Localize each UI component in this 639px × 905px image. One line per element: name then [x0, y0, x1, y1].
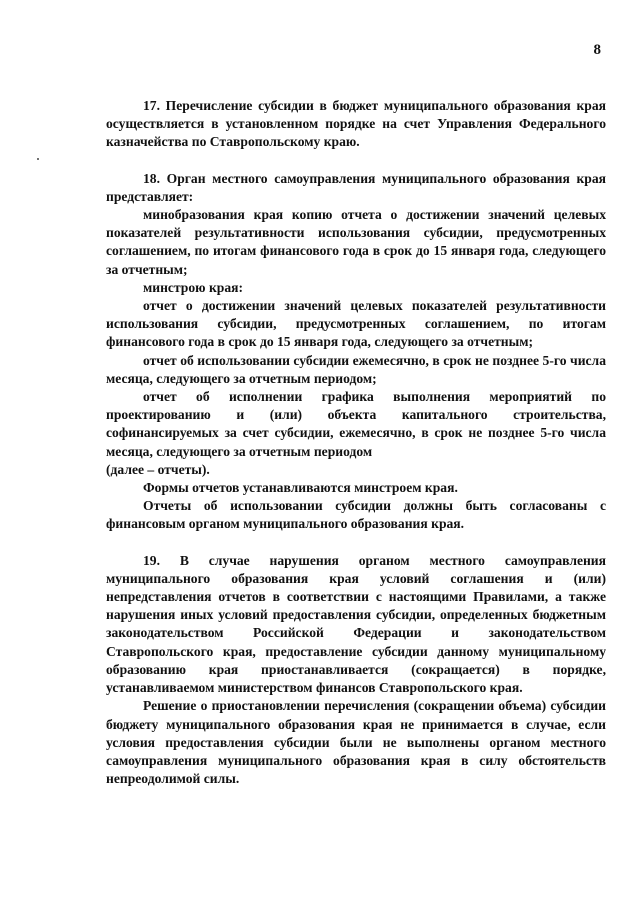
- paragraph-18-minstroy: минстрою края:: [143, 279, 244, 295]
- paragraph-18-report-usage: отчет об использовании субсидии ежемесячно, в срок не позднее 5-го числа месяца, следующего за отчетным периодом;: [106, 352, 606, 386]
- paragraph-18-report-targets: отчет о достижении значений целевых показателей результативности использования субсидии, предусмотренных соглашением, по итогам финансового года в срок до 15 января года, следующего за отчетным;: [106, 298, 606, 350]
- paragraph-19-decision: Решение о приостановлении перечисления (сокращении объема) субсидии бюджету муниципального образования края не принимается в случае, если условия предоставления субсидии были не выполнены органом местного самоуправления муниципального образования края в силу обстоятельств непреодолимой силы.: [106, 698, 606, 787]
- paragraph-19-violation: 19. В случае нарушения органом местного самоуправления муниципального образования края условий соглашения и (или) непредставления отчетов в соответствии с настоящими Правилами, а также нарушения иных условий предоставления субсидии, определенных бюджетным законодательством Российской Федерации и законодательством Ставропольского края, предоставление субсидии данному муниципальному образованию края приостанавливается (сокращается) в порядке, устанавливаемом министерством финансов Ставропольского края.: [106, 552, 606, 696]
- paragraph-17: 17. Перечисление субсидии в бюджет муниципального образования края осуществляется в установленном порядке на счет Управления Федерального казначейства по Ставропольскому краю.: [106, 98, 606, 150]
- paragraph-18-further: (далее – отчеты).: [106, 461, 210, 477]
- document-body: [106, 97, 606, 788]
- paragraph-18-report-schedule: отчет об исполнении графика выполнения мероприятий по проектированию и (или) объекта капитального строительства, софинансируемых за счет субсидии, ежемесячно, в срок не позднее 5-го числа месяца, следующего за отчетным периодом: [106, 389, 606, 459]
- paragraph-18-agreement: Отчеты об использовании субсидии должны быть согласованы с финансовым органом муниципального образования края.: [106, 498, 606, 532]
- scan-artifact-dot: [37, 158, 39, 160]
- paragraph-18-minobr: минобразования края копию отчета о достижении значений целевых показателей результативности использования субсидии, предусмотренных соглашением, по итогам финансового года в срок до 15 января года, следующего за отчетным;: [106, 207, 606, 277]
- page-number: 8: [593, 42, 601, 58]
- paragraph-18-intro: 18. Орган местного самоуправления муниципального образования края представляет:: [106, 170, 606, 204]
- paragraph-18-forms: Формы отчетов устанавливаются минстроем края.: [143, 480, 458, 496]
